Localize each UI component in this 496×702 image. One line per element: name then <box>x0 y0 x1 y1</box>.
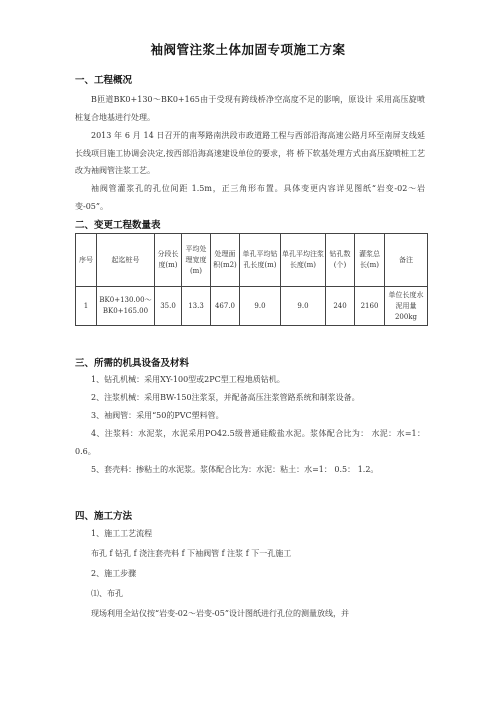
table-cell: 单位长度水泥用量200kg <box>385 287 428 326</box>
column-header: 起迄桩号 <box>97 234 155 287</box>
table-cell: 240 <box>326 287 355 326</box>
quantity-table <box>75 233 428 326</box>
section-heading-quantities: 二、变更工程数量表 <box>75 220 161 231</box>
method-paragraph: 现场利用全站仪按“岩变-02～岩变-05”设计图纸进行孔位的测量放线，并 <box>91 609 349 618</box>
overview-paragraph-2: 2013 年 6 月 14 日召开的南琴路南洪段市政道路工程与西部沿海高速公路月环至南屏支线延长线项目施工协调会决定,按西部沿海高速建设单位的要求，将 桥下软基处理方式由高压旋喷桩工艺改为袖阀管注浆工艺。 <box>75 131 425 175</box>
table-header-row <box>76 234 428 287</box>
column-header: 处理面积(m2) <box>211 234 240 287</box>
equipment-item-3: 3、袖阀管：采用“50的PVC塑料管。 <box>91 411 224 420</box>
table-cell: BK0+130.00～BK0+165.00 <box>97 287 155 326</box>
section-heading-method: 四、施工方法 <box>75 511 133 522</box>
section-heading-equipment: 三、所需的机具设备及材料 <box>75 358 190 369</box>
equipment-item-1: 1、钻孔机械：采用XY-100型或2PC型工程地质钻机。 <box>91 375 285 384</box>
section-heading-overview: 一、工程概况 <box>75 75 133 86</box>
table-cell: 13.3 <box>182 287 211 326</box>
table-cell: 1 <box>76 287 97 326</box>
method-sub-process: 1、施工工艺流程 <box>91 529 153 538</box>
column-header: 序号 <box>76 234 97 287</box>
table-cell: 467.0 <box>211 287 240 326</box>
table-cell: 2160 <box>355 287 385 326</box>
table-row <box>76 287 428 326</box>
column-header: 钻孔数(个) <box>326 234 355 287</box>
equipment-item-4: 4、注浆料：水泥浆，水泥采用PO42.5级普通硅酸盐水泥。浆体配合比为： 水泥：水=1： 0.6。 <box>75 429 425 456</box>
table-cell: 9.0 <box>240 287 281 326</box>
column-header: 灌浆总长(m) <box>355 234 385 287</box>
table-cell: 35.0 <box>155 287 182 326</box>
column-header: 单孔平均注浆长度(m) <box>281 234 326 287</box>
column-header: 单孔平均钻孔长度(m) <box>240 234 281 287</box>
method-step-layout: ⑴、布孔 <box>91 589 123 598</box>
document-title: 袖阀管注浆土体加固专项施工方案 <box>150 42 346 57</box>
table-cell: 9.0 <box>281 287 326 326</box>
column-header: 备注 <box>385 234 428 287</box>
method-flow: 布孔 f 钻孔 f 浇注套壳料 f 下袖阀管 f 注浆 f 下一孔施工 <box>91 549 292 558</box>
equipment-item-5: 5、套壳料：掺粘土的水泥浆。浆体配合比为：水泥：粘土：水=1： 0.5： 1.2。 <box>91 465 379 474</box>
overview-paragraph-3: 袖阀管灌浆孔的孔位间距 1.5m，正三角形布置。具体变更内容详见图纸“岩变-02～岩变-05”。 <box>75 184 425 211</box>
equipment-item-2: 2、注浆机械：采用BW-150注浆泵，并配备高压注浆管路系统和制浆设备。 <box>91 393 360 402</box>
column-header: 分段长度(m) <box>155 234 182 287</box>
method-sub-steps: 2、施工步骤 <box>91 569 137 578</box>
column-header: 平均处理宽度(m) <box>182 234 211 287</box>
overview-paragraph-1: B匝道BK0+130～BK0+165由于受现有跨线桥净空高度不足的影响，原设计 采用高压旋喷桩复合地基进行处理。 <box>75 95 425 122</box>
